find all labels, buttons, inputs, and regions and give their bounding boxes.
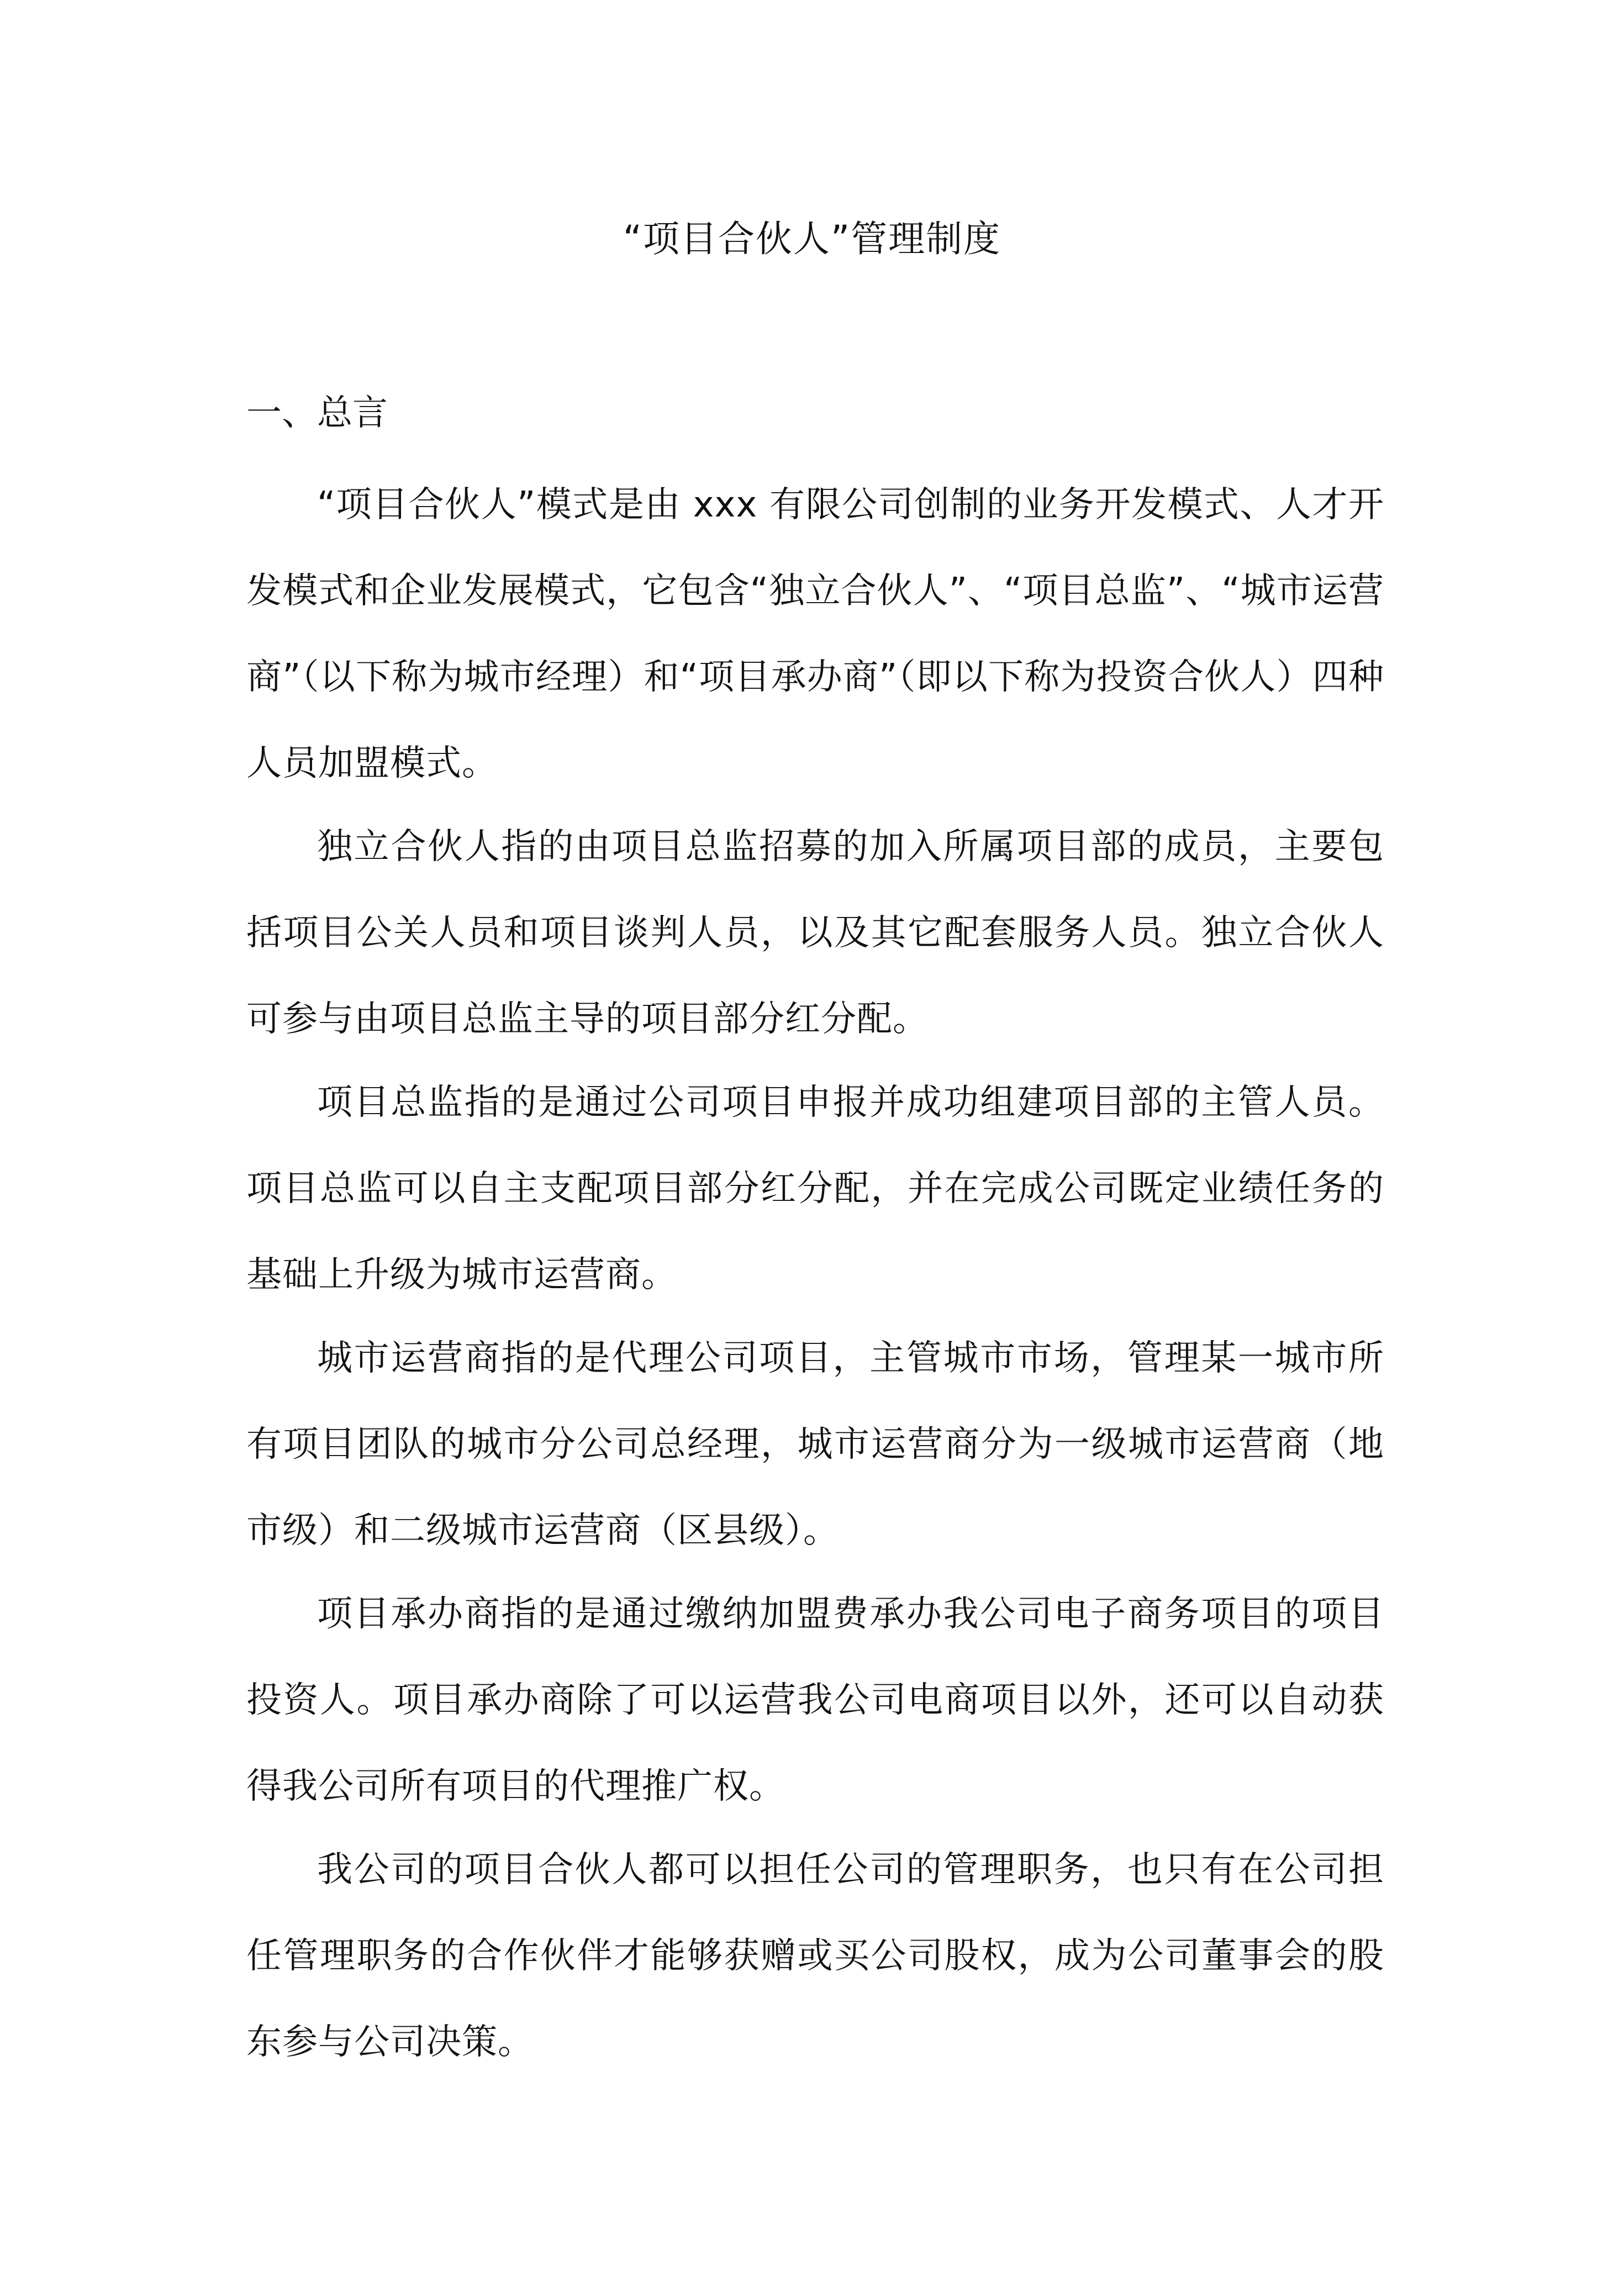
paragraph-independent-partner: 独立合伙人指的由项目总监招募的加入所属项目部的成员，主要包括项目公关人员和项目谈判人员，以及其它配套服务人员。独立合伙人可参与由项目总监主导的项目部分红分配。 [246,826,1384,1040]
paragraph-management-duties: 我公司的项目合伙人都可以担任公司的管理职务，也只有在公司担任管理职务的合作伙伴才能够获赠或买公司股权，成为公司董事会的股东参与公司决策。 [246,1849,1384,2063]
paragraph-city-operator: 城市运营商指的是代理公司项目，主管城市市场，管理某一城市所有项目团队的城市分公司总经理，城市运营商分为一级城市运营商（地市级）和二级城市运营商（区县级）。 [246,1338,1384,1551]
paragraph-project-director: 项目总监指的是通过公司项目申报并成功组建项目部的主管人员。项目总监可以自主支配项目部分红分配，并在完成公司既定业绩任务的基础上升级为城市运营商。 [246,1082,1384,1295]
paragraph-project-contractor: 项目承办商指的是通过缴纳加盟费承办我公司电子商务项目的项目投资人。项目承办商除了可以运营我公司电商项目以外，还可以自动获得我公司所有项目的代理推广权。 [246,1594,1384,1807]
section-heading: 一、总言 [246,393,388,434]
paragraph-overview: “项目合伙人”模式是由 xxx 有限公司创制的业务开发模式、人才开发模式和企业发展模式，它包含“独立合伙人”、“项目总监”、“城市运营商”（以下称为城市经理）和“项目承办商”（即以下称为投资合伙人）四种人员加盟模式。 [246,484,1384,784]
document-title: “项目合伙人”管理制度 [623,218,1001,260]
